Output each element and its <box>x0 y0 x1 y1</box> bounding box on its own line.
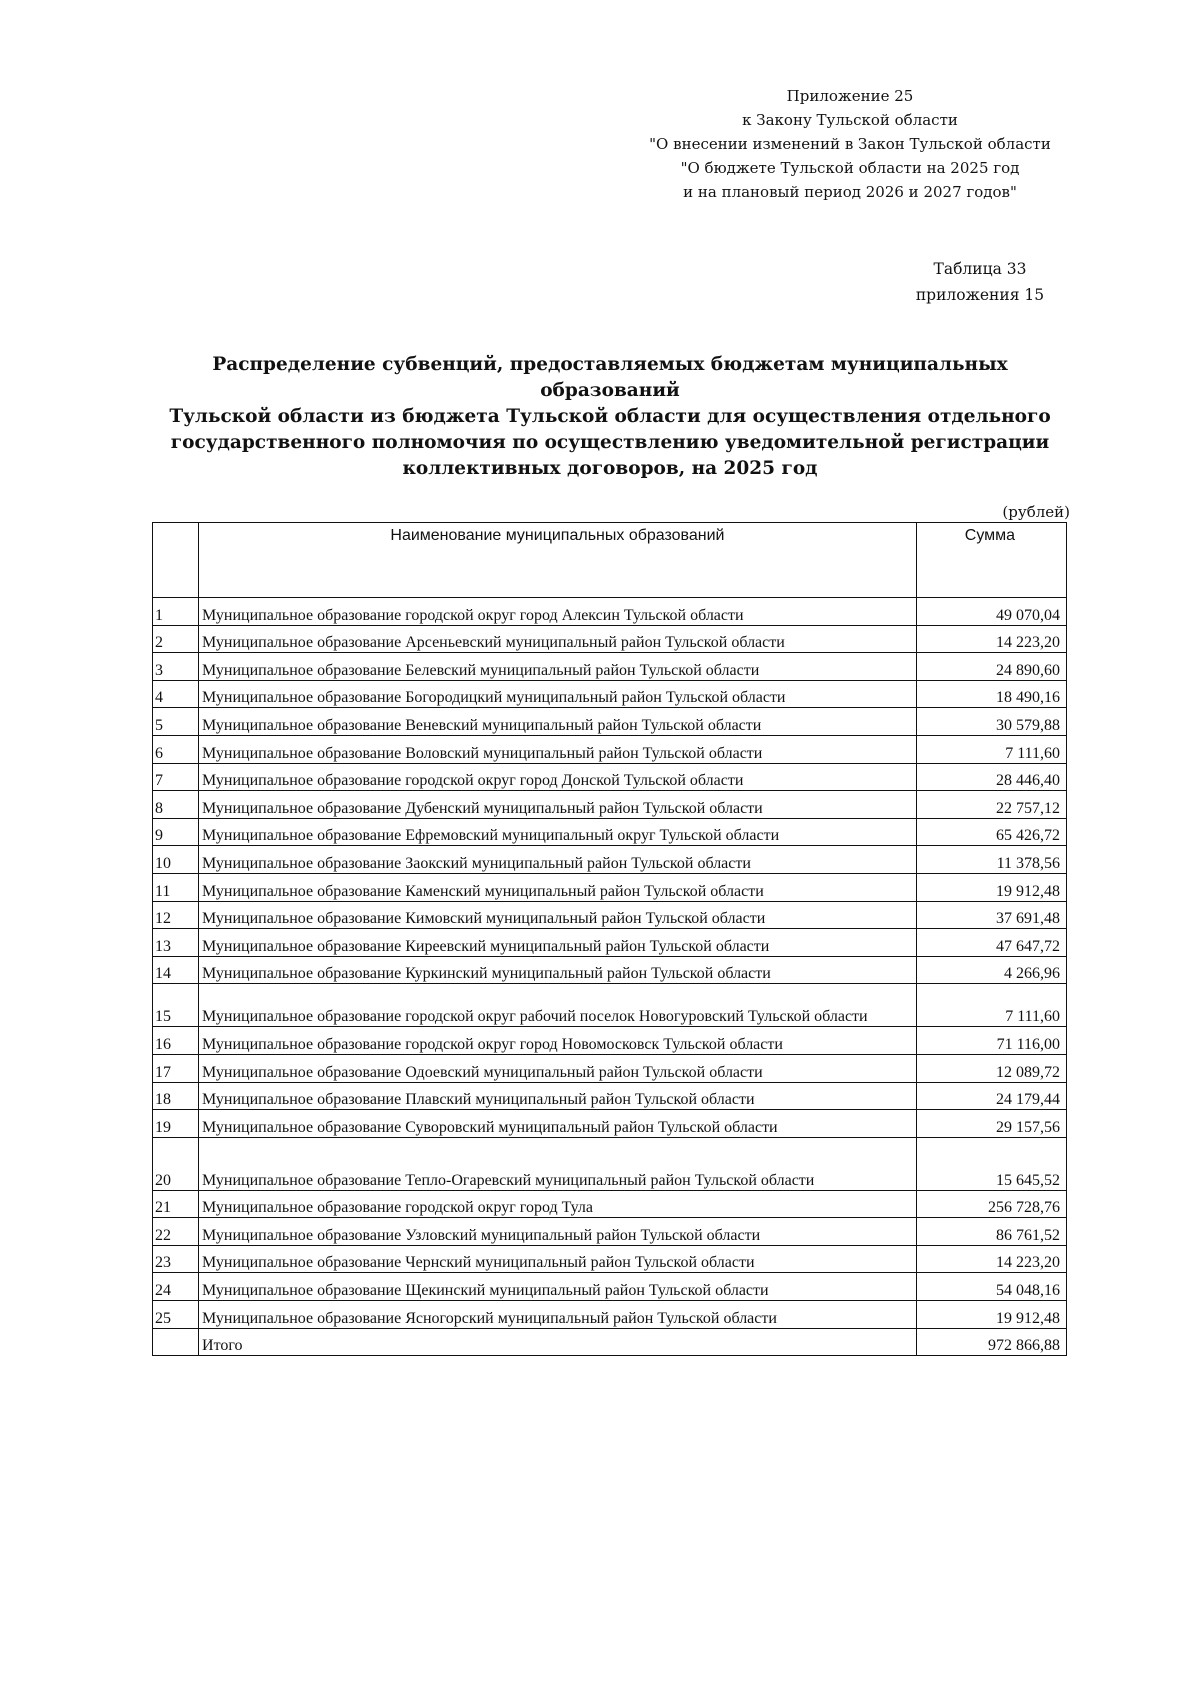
title-line: Тульской области из бюджета Тульской области для осуществления отдельного <box>169 406 1051 427</box>
table-row <box>153 1245 1067 1273</box>
table-row <box>153 1301 1067 1329</box>
table-number: Таблица 33 <box>933 260 1027 278</box>
row-municipality-name: Муниципальное образование городской округ город Алексин Тульской области <box>199 598 917 626</box>
row-amount: 30 579,88 <box>916 708 1066 736</box>
table-row <box>153 680 1067 708</box>
row-municipality-name: Муниципальное образование Щекинский муниципальный район Тульской области <box>199 1273 917 1301</box>
row-amount: 7 111,60 <box>916 984 1066 1027</box>
row-municipality-name: Муниципальное образование Киреевский муниципальный район Тульской области <box>199 929 917 957</box>
row-municipality-name: Муниципальное образование Дубенский муниципальный район Тульской области <box>199 791 917 819</box>
row-amount: 22 757,12 <box>916 791 1066 819</box>
table-row <box>153 708 1067 736</box>
appendix-line: "О внесении изменений в Закон Тульской области <box>649 135 1051 153</box>
row-amount: 256 728,76 <box>916 1190 1066 1218</box>
row-number: 11 <box>153 873 199 901</box>
total-label: Итого <box>199 1328 917 1356</box>
row-amount: 15 645,52 <box>916 1137 1066 1190</box>
header-name: Наименование муниципальных образований <box>199 523 917 598</box>
row-amount: 71 116,00 <box>916 1027 1066 1055</box>
total-amount: 972 866,88 <box>916 1328 1066 1356</box>
row-number: 21 <box>153 1190 199 1218</box>
row-amount: 54 048,16 <box>916 1273 1066 1301</box>
row-number: 6 <box>153 735 199 763</box>
table-row <box>153 763 1067 791</box>
table-row <box>153 791 1067 819</box>
table-row <box>153 984 1067 1027</box>
row-municipality-name: Муниципальное образование Каменский муниципальный район Тульской области <box>199 873 917 901</box>
row-number: 13 <box>153 929 199 957</box>
row-amount: 37 691,48 <box>916 901 1066 929</box>
document-title <box>150 352 1070 482</box>
table-row <box>153 1218 1067 1246</box>
row-municipality-name: Муниципальное образование городской округ город Донской Тульской области <box>199 763 917 791</box>
subvention-table <box>152 522 1067 1356</box>
table-row <box>153 956 1067 984</box>
table-header-row <box>153 523 1067 598</box>
row-municipality-name: Муниципальное образование городской округ город Новомосковск Тульской области <box>199 1027 917 1055</box>
row-municipality-name: Муниципальное образование Ефремовский муниципальный округ Тульской области <box>199 818 917 846</box>
row-number: 10 <box>153 846 199 874</box>
row-number: 14 <box>153 956 199 984</box>
row-amount: 19 912,48 <box>916 1301 1066 1329</box>
table-row <box>153 653 1067 681</box>
appendix-line: "О бюджете Тульской области на 2025 год <box>680 159 1020 177</box>
row-amount: 28 446,40 <box>916 763 1066 791</box>
row-municipality-name: Муниципальное образование Одоевский муниципальный район Тульской области <box>199 1054 917 1082</box>
table-row <box>153 1054 1067 1082</box>
appendix-line: Приложение 25 <box>786 87 914 105</box>
table-row <box>153 1110 1067 1138</box>
table-row <box>153 873 1067 901</box>
row-number: 17 <box>153 1054 199 1082</box>
table-row <box>153 1273 1067 1301</box>
row-number: 22 <box>153 1218 199 1246</box>
header-amount: Сумма <box>916 523 1066 598</box>
row-municipality-name: Муниципальное образование Белевский муниципальный район Тульской области <box>199 653 917 681</box>
table-row <box>153 1190 1067 1218</box>
table-row <box>153 818 1067 846</box>
row-municipality-name: Муниципальное образование Тепло-Огаревский муниципальный район Тульской области <box>199 1137 917 1190</box>
row-amount: 49 070,04 <box>916 598 1066 626</box>
row-municipality-name: Муниципальное образование Суворовский муниципальный район Тульской области <box>199 1110 917 1138</box>
table-reference <box>900 256 1060 308</box>
table-row <box>153 598 1067 626</box>
row-amount: 14 223,20 <box>916 625 1066 653</box>
row-number: 16 <box>153 1027 199 1055</box>
title-line: Распределение субвенций, предоставляемых бюджетам муниципальных образований <box>212 354 1008 401</box>
appendix-line: к Закону Тульской области <box>742 111 958 129</box>
row-amount: 19 912,48 <box>916 873 1066 901</box>
row-number: 23 <box>153 1245 199 1273</box>
row-amount: 24 179,44 <box>916 1082 1066 1110</box>
row-number: 20 <box>153 1137 199 1190</box>
table-row <box>153 1137 1067 1190</box>
row-amount: 18 490,16 <box>916 680 1066 708</box>
row-number: 12 <box>153 901 199 929</box>
row-amount: 12 089,72 <box>916 1054 1066 1082</box>
table-row <box>153 1082 1067 1110</box>
table-appendix: приложения 15 <box>915 286 1045 304</box>
row-number: 24 <box>153 1273 199 1301</box>
row-number: 7 <box>153 763 199 791</box>
title-line: коллективных договоров, на 2025 год <box>402 458 818 479</box>
row-municipality-name: Муниципальное образование Чернский муниципальный район Тульской области <box>199 1245 917 1273</box>
row-number: 19 <box>153 1110 199 1138</box>
table-row <box>153 1027 1067 1055</box>
units-label: (рублей) <box>1002 503 1070 521</box>
row-number: 9 <box>153 818 199 846</box>
row-amount: 86 761,52 <box>916 1218 1066 1246</box>
row-amount: 14 223,20 <box>916 1245 1066 1273</box>
row-number: 4 <box>153 680 199 708</box>
row-number: 5 <box>153 708 199 736</box>
row-amount: 7 111,60 <box>916 735 1066 763</box>
row-municipality-name: Муниципальное образование Ясногорский муниципальный район Тульской области <box>199 1301 917 1329</box>
row-municipality-name: Муниципальное образование Кимовский муниципальный район Тульской области <box>199 901 917 929</box>
row-number: 8 <box>153 791 199 819</box>
row-amount: 65 426,72 <box>916 818 1066 846</box>
row-number: 2 <box>153 625 199 653</box>
row-amount: 47 647,72 <box>916 929 1066 957</box>
table-row <box>153 901 1067 929</box>
row-municipality-name: Муниципальное образование Плавский муниципальный район Тульской области <box>199 1082 917 1110</box>
row-amount: 4 266,96 <box>916 956 1066 984</box>
row-municipality-name: Муниципальное образование Узловский муниципальный район Тульской области <box>199 1218 917 1246</box>
appendix-reference <box>640 84 1060 204</box>
title-line: государственного полномочия по осуществлению уведомительной регистрации <box>170 432 1050 453</box>
row-municipality-name: Муниципальное образование Воловский муниципальный район Тульской области <box>199 735 917 763</box>
table-row <box>153 625 1067 653</box>
total-num-cell <box>153 1328 199 1356</box>
row-municipality-name: Муниципальное образование Веневский муниципальный район Тульской области <box>199 708 917 736</box>
row-amount: 29 157,56 <box>916 1110 1066 1138</box>
row-number: 25 <box>153 1301 199 1329</box>
table-row <box>153 735 1067 763</box>
row-municipality-name: Муниципальное образование Куркинский муниципальный район Тульской области <box>199 956 917 984</box>
row-number: 1 <box>153 598 199 626</box>
row-municipality-name: Муниципальное образование городской округ город Тула <box>199 1190 917 1218</box>
appendix-line: и на плановый период 2026 и 2027 годов" <box>683 183 1017 201</box>
header-num-cell <box>153 523 199 598</box>
row-municipality-name: Муниципальное образование Богородицкий муниципальный район Тульской области <box>199 680 917 708</box>
row-amount: 11 378,56 <box>916 846 1066 874</box>
row-number: 18 <box>153 1082 199 1110</box>
row-number: 15 <box>153 984 199 1027</box>
table-row <box>153 929 1067 957</box>
row-municipality-name: Муниципальное образование Заокский муниципальный район Тульской области <box>199 846 917 874</box>
row-municipality-name: Муниципальное образование Арсеньевский муниципальный район Тульской области <box>199 625 917 653</box>
row-number: 3 <box>153 653 199 681</box>
table-row <box>153 846 1067 874</box>
row-municipality-name: Муниципальное образование городской округ рабочий поселок Новогуровский Тульской области <box>199 984 917 1027</box>
table-total-row <box>153 1328 1067 1356</box>
row-amount: 24 890,60 <box>916 653 1066 681</box>
